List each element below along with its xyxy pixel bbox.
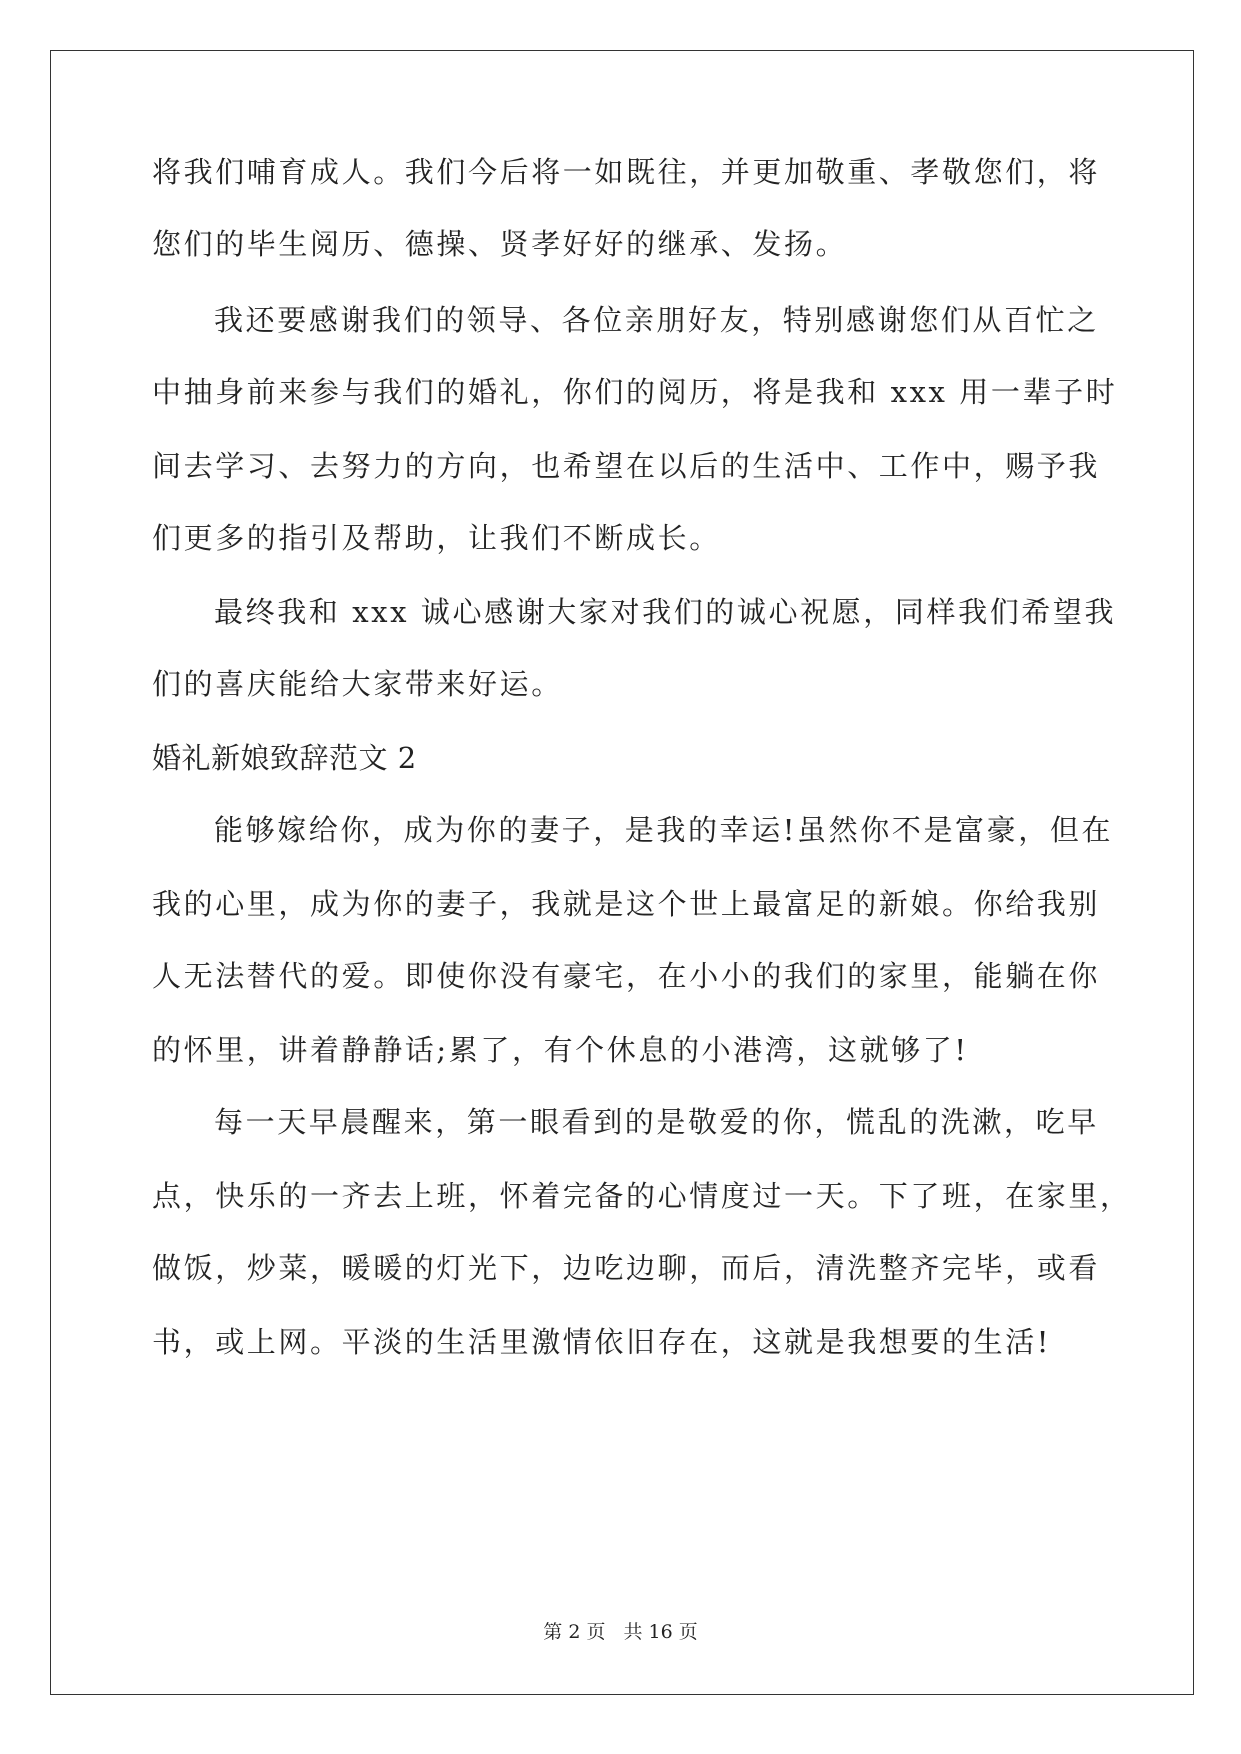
paragraph-line: 们的喜庆能给大家带来好运。 <box>152 667 563 701</box>
paragraph-line: 我还要感谢我们的领导、各位亲朋好友，特别感谢您们从百忙之 <box>214 303 1099 337</box>
page-footer <box>0 1620 1241 1644</box>
paragraph-line: 点，快乐的一齐去上班，怀着完备的心情度过一天。下了班，在家里， <box>152 1179 1132 1213</box>
paragraph-line: 人无法替代的爱。即使你没有豪宅，在小小的我们的家里，能躺在你 <box>152 959 1101 993</box>
paragraph-line: 我的心里，成为你的妻子，我就是这个世上最富足的新娘。你给我别 <box>152 887 1101 921</box>
paragraph-line: 间去学习、去努力的方向，也希望在以后的生活中、工作中，赐予我 <box>152 449 1101 483</box>
paragraph-line: 书，或上网。平淡的生活里激情依旧存在，这就是我想要的生活! <box>152 1325 1052 1359</box>
page-number: 第 2 页 <box>543 1621 606 1643</box>
paragraph-line: 最终我和 xxx 诚心感谢大家对我们的诚心祝愿，同样我们希望我 <box>214 595 1117 629</box>
paragraph-line: 您们的毕生阅历、德操、贤孝好好的继承、发扬。 <box>152 227 848 261</box>
paragraph-line: 将我们哺育成人。我们今后将一如既往，并更加敬重、孝敬您们，将 <box>152 155 1101 189</box>
paragraph-line: 中抽身前来参与我们的婚礼，你们的阅历，将是我和 xxx 用一辈子时 <box>152 375 1118 409</box>
page-border <box>50 50 1194 1695</box>
paragraph-line: 们更多的指引及帮助，让我们不断成长。 <box>152 521 721 555</box>
paragraph-line: 的怀里，讲着静静话;累了，有个休息的小港湾，这就够了! <box>152 1033 969 1067</box>
section-heading: 婚礼新娘致辞范文 2 <box>152 741 417 775</box>
paragraph-line: 能够嫁给你，成为你的妻子，是我的幸运!虽然你不是富豪，但在 <box>214 813 1114 847</box>
paragraph-line: 每一天早晨醒来，第一眼看到的是敬爱的你，慌乱的洗漱，吃早 <box>214 1105 1099 1139</box>
paragraph-line: 做饭，炒菜，暖暖的灯光下，边吃边聊，而后，清洗整齐完毕，或看 <box>152 1251 1101 1285</box>
page-total: 共 16 页 <box>623 1621 698 1643</box>
